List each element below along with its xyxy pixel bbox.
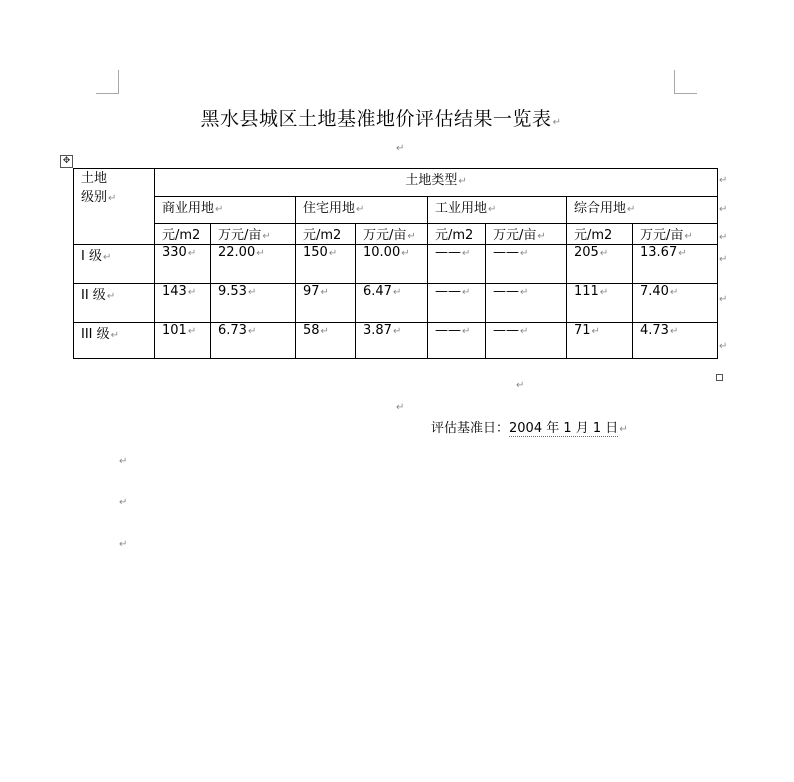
- group-header-cell[interactable]: [155, 169, 718, 197]
- value-text: ——: [435, 245, 461, 260]
- value-cell[interactable]: [486, 245, 567, 284]
- paragraph-mark: ↵: [108, 193, 117, 204]
- end-of-row-mark: ↵: [719, 294, 728, 305]
- paragraph-mark: ↵: [119, 539, 128, 550]
- value-text: 58: [303, 323, 320, 338]
- value-text: ——: [435, 284, 461, 299]
- paragraph-mark: ↵: [119, 456, 128, 467]
- value-cell[interactable]: [428, 284, 486, 323]
- table-row: [74, 323, 718, 359]
- value-text: 143: [162, 284, 187, 299]
- paragraph-mark: ↵: [119, 497, 128, 508]
- value-text: 330: [162, 245, 187, 260]
- paragraph-mark: ↵: [678, 248, 687, 259]
- value-text: 7.40: [640, 284, 669, 299]
- unit-text: 元/m2: [162, 228, 201, 243]
- value-text: 205: [574, 245, 599, 260]
- paragraph-mark: ↵: [396, 143, 405, 154]
- unit-text: 元/m2: [574, 228, 613, 243]
- paragraph-mark: ↵: [627, 204, 636, 215]
- unit-cell[interactable]: [567, 224, 633, 245]
- paragraph-mark: ↵: [247, 287, 257, 298]
- category-header-text: 综合用地: [574, 201, 627, 216]
- paragraph-mark: ↵: [110, 330, 120, 341]
- paragraph-mark: ↵: [552, 117, 562, 128]
- value-cell[interactable]: [428, 323, 486, 359]
- paragraph-mark: ↵: [520, 287, 529, 298]
- unit-cell[interactable]: [155, 224, 211, 245]
- end-of-row-mark: ↵: [719, 341, 728, 352]
- date-value: 2004 年 1 月 1 日: [509, 421, 619, 436]
- level-cell[interactable]: [74, 323, 155, 359]
- paragraph-mark: ↵: [684, 231, 693, 242]
- value-text: 6.47: [363, 284, 392, 299]
- unit-text: 元/m2: [435, 228, 474, 243]
- land-price-table: [73, 168, 718, 359]
- paragraph-mark: ↵: [392, 326, 402, 337]
- level-text: I 级: [81, 249, 102, 264]
- paragraph-mark: ↵: [401, 248, 410, 259]
- paragraph-mark: ↵: [520, 248, 529, 259]
- value-text: 111: [574, 284, 599, 299]
- date-label: 评估基准日：: [431, 421, 510, 436]
- value-text: ——: [435, 323, 461, 338]
- value-cell[interactable]: [486, 323, 567, 359]
- document-title[interactable]: [0, 104, 762, 131]
- value-cell[interactable]: [296, 323, 356, 359]
- end-of-row-mark: ↵: [719, 254, 728, 265]
- paragraph-mark: ↵: [669, 326, 679, 337]
- unit-cell[interactable]: [211, 224, 296, 245]
- paragraph-mark: ↵: [356, 204, 365, 215]
- paragraph-mark: ↵: [187, 326, 197, 337]
- paragraph-mark: ↵: [591, 326, 600, 337]
- paragraph-mark: ↵: [215, 204, 224, 215]
- paragraph-mark: ↵: [599, 248, 609, 259]
- unit-text: 元/m2: [303, 228, 342, 243]
- paragraph-mark: ↵: [328, 248, 338, 259]
- paragraph-mark: ↵: [256, 248, 265, 259]
- table-move-handle-icon[interactable]: ✥: [60, 155, 73, 168]
- value-text: 10.00: [363, 245, 401, 260]
- paragraph-mark: ↵: [462, 326, 471, 337]
- page-corner-mark-top-left: [96, 70, 119, 94]
- category-header-text: 住宅用地: [303, 201, 356, 216]
- unit-text: 万元/亩: [640, 228, 684, 243]
- value-cell[interactable]: [567, 284, 633, 323]
- paragraph-mark: ↵: [407, 231, 416, 242]
- unit-cell[interactable]: [296, 224, 356, 245]
- paragraph-mark: ↵: [320, 287, 329, 298]
- paragraph-mark: ↵: [488, 204, 497, 215]
- table-resize-handle[interactable]: [716, 374, 723, 381]
- value-text: 4.73: [640, 323, 669, 338]
- value-cell[interactable]: [356, 284, 428, 323]
- value-text: ——: [493, 284, 519, 299]
- value-text: 9.53: [218, 284, 247, 299]
- value-cell[interactable]: [567, 323, 633, 359]
- paragraph-mark: ↵: [320, 326, 329, 337]
- document-title-text[interactable]: 黑水县城区土地基准地价评估结果一览表: [200, 108, 552, 130]
- end-of-row-mark: ↵: [719, 204, 728, 215]
- paragraph-mark: ↵: [396, 402, 405, 413]
- unit-cell[interactable]: [633, 224, 718, 245]
- paragraph-mark: ↵: [619, 424, 628, 435]
- value-cell[interactable]: [155, 245, 211, 284]
- paragraph-mark: ↵: [187, 248, 197, 259]
- paragraph-mark: ↵: [392, 287, 402, 298]
- level-text: II 级: [81, 288, 106, 303]
- value-text: 101: [162, 323, 187, 338]
- value-text: 3.87: [363, 323, 392, 338]
- value-text: ——: [493, 245, 519, 260]
- paragraph-mark: ↵: [106, 291, 116, 302]
- unit-cell[interactable]: [356, 224, 428, 245]
- value-text: 6.73: [218, 323, 247, 338]
- paragraph-mark: ↵: [669, 287, 679, 298]
- value-cell[interactable]: [633, 245, 718, 284]
- table-row: [74, 245, 718, 284]
- level-cell[interactable]: [74, 245, 155, 284]
- paragraph-mark: ↵: [516, 380, 525, 391]
- value-cell[interactable]: [211, 284, 296, 323]
- value-cell[interactable]: [633, 323, 718, 359]
- value-text: ——: [493, 323, 519, 338]
- paragraph-mark: ↵: [462, 287, 471, 298]
- value-text: 97: [303, 284, 320, 299]
- category-header-cell[interactable]: [296, 197, 428, 224]
- paragraph-mark: ↵: [262, 231, 271, 242]
- unit-text: 万元/亩: [218, 228, 262, 243]
- value-text: 71: [574, 323, 591, 338]
- value-cell[interactable]: [296, 284, 356, 323]
- value-cell[interactable]: [356, 323, 428, 359]
- category-header-cell[interactable]: [567, 197, 718, 224]
- row-header-cell[interactable]: [74, 169, 155, 245]
- paragraph-mark: ↵: [187, 287, 197, 298]
- level-cell[interactable]: [74, 284, 155, 323]
- paragraph-mark: ↵: [247, 326, 257, 337]
- value-text: 13.67: [640, 245, 678, 260]
- value-text: 150: [303, 245, 328, 260]
- unit-cell[interactable]: [428, 224, 486, 245]
- unit-text: 万元/亩: [363, 228, 407, 243]
- category-header-text: 工业用地: [435, 201, 488, 216]
- unit-cell[interactable]: [486, 224, 567, 245]
- paragraph-mark: ↵: [537, 231, 546, 242]
- table-row: [74, 284, 718, 323]
- level-text: III 级: [81, 327, 110, 342]
- paragraph-mark: ↵: [458, 176, 467, 187]
- end-of-row-mark: ↵: [719, 175, 728, 186]
- value-cell[interactable]: [486, 284, 567, 323]
- value-cell[interactable]: [428, 245, 486, 284]
- valuation-date-line[interactable]: [431, 417, 628, 436]
- value-cell[interactable]: [155, 284, 211, 323]
- paragraph-mark: ↵: [462, 248, 471, 259]
- value-cell[interactable]: [567, 245, 633, 284]
- value-text: 22.00: [218, 245, 256, 260]
- category-header-cell[interactable]: [155, 197, 296, 224]
- page-corner-mark-top-right: [674, 70, 697, 94]
- value-cell[interactable]: [633, 284, 718, 323]
- category-header-cell[interactable]: [428, 197, 567, 224]
- value-cell[interactable]: [155, 323, 211, 359]
- paragraph-mark: ↵: [102, 252, 112, 263]
- value-cell[interactable]: [211, 323, 296, 359]
- value-cell[interactable]: [356, 245, 428, 284]
- end-of-row-mark: ↵: [719, 232, 728, 243]
- paragraph-mark: ↵: [520, 326, 529, 337]
- value-cell[interactable]: [211, 245, 296, 284]
- unit-text: 万元/亩: [493, 228, 537, 243]
- paragraph-mark: ↵: [599, 287, 609, 298]
- row-header-text: 土地 级别: [81, 171, 108, 205]
- value-cell[interactable]: [296, 245, 356, 284]
- group-header-text: 土地类型: [405, 173, 458, 188]
- category-header-text: 商业用地: [162, 201, 215, 216]
